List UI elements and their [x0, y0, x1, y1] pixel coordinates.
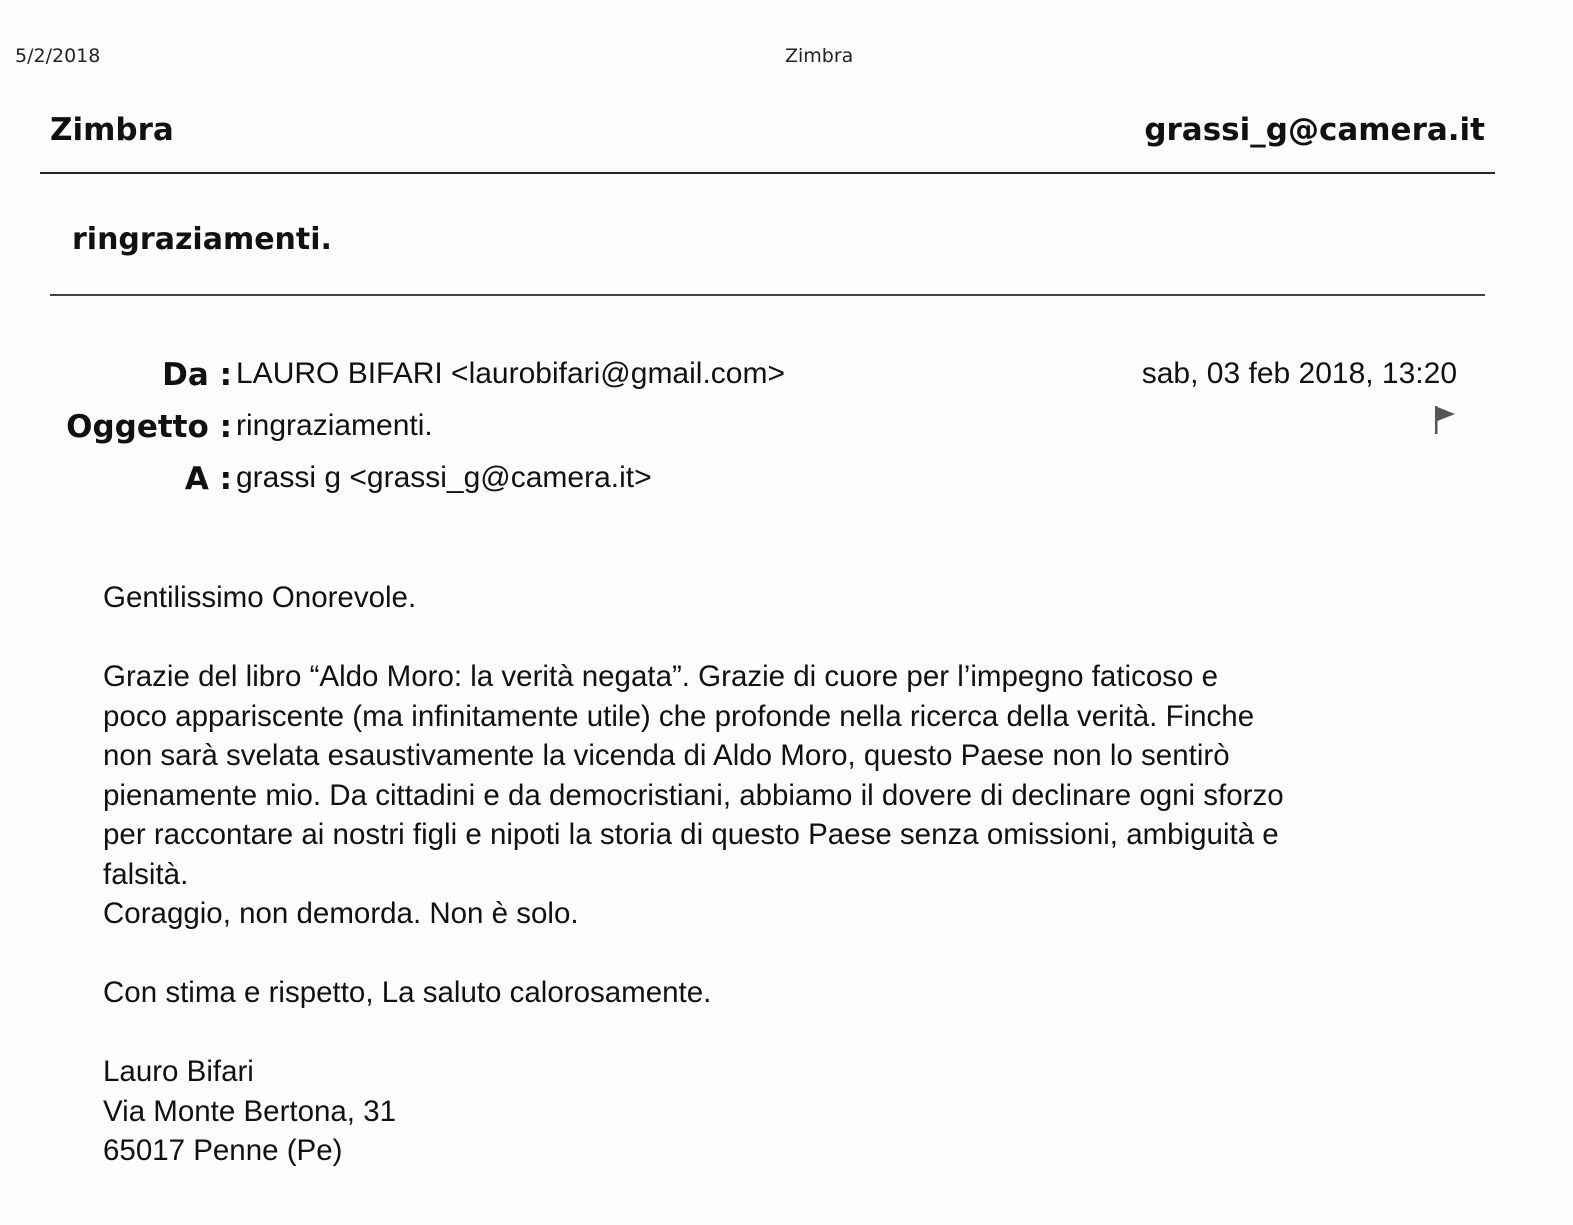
body-line-1: Grazie del libro “Aldo Moro: la verità negata”. Grazie di cuore per l’impegno faticoso e — [103, 660, 1218, 693]
subject-value: ringraziamenti. — [236, 409, 433, 442]
signature-street: Via Monte Bertona, 31 — [103, 1094, 397, 1128]
from-value: LAURO BIFARI <laurobifari@gmail.com> — [236, 357, 785, 390]
print-title: Zimbra — [785, 45, 854, 67]
body-line-6: falsità. — [103, 857, 189, 891]
encouragement: Coraggio, non demorda. Non è solo. — [103, 897, 579, 930]
to-value: grassi g <grassi_g@camera.it> — [236, 461, 652, 494]
app-name: Zimbra — [50, 112, 174, 148]
subject-label: Oggetto : — [66, 409, 232, 445]
body-line-4: pienamente mio. Da cittadini e da democristiani, abbiamo il dovere di declinare ogni sforzo — [103, 778, 1284, 812]
message-date: sab, 03 feb 2018, 13:20 — [1141, 357, 1457, 390]
body-line-3: non sarà svelata esaustivamente la vicenda di Aldo Moro, questo Paese non lo sentirò — [103, 739, 1230, 772]
message-subject-title: ringraziamenti. — [72, 222, 332, 257]
account-email: grassi_g@camera.it — [1144, 112, 1485, 148]
from-label: Da : — [162, 357, 232, 393]
body-line-2: poco appariscente (ma infinitamente utile) che profonde nella ricerca della verità. Finche — [103, 699, 1255, 733]
subject-divider — [50, 294, 1485, 296]
closing: Con stima e rispetto, La saluto calorosamente. — [103, 976, 712, 1009]
signature-name: Lauro Bifari — [103, 1055, 254, 1088]
message-body — [103, 578, 1463, 1171]
greeting: Gentilissimo Onorevole. — [103, 581, 417, 614]
body-line-5: per raccontare ai nostri figli e nipoti la storia di questo Paese senza omissioni, ambiguità e — [103, 818, 1279, 851]
print-date: 5/2/2018 — [15, 45, 101, 67]
header-divider — [40, 172, 1495, 174]
flag-icon[interactable] — [1432, 404, 1458, 436]
signature-city: 65017 Penne (Pe) — [103, 1134, 343, 1167]
to-label: A : — [184, 461, 232, 497]
